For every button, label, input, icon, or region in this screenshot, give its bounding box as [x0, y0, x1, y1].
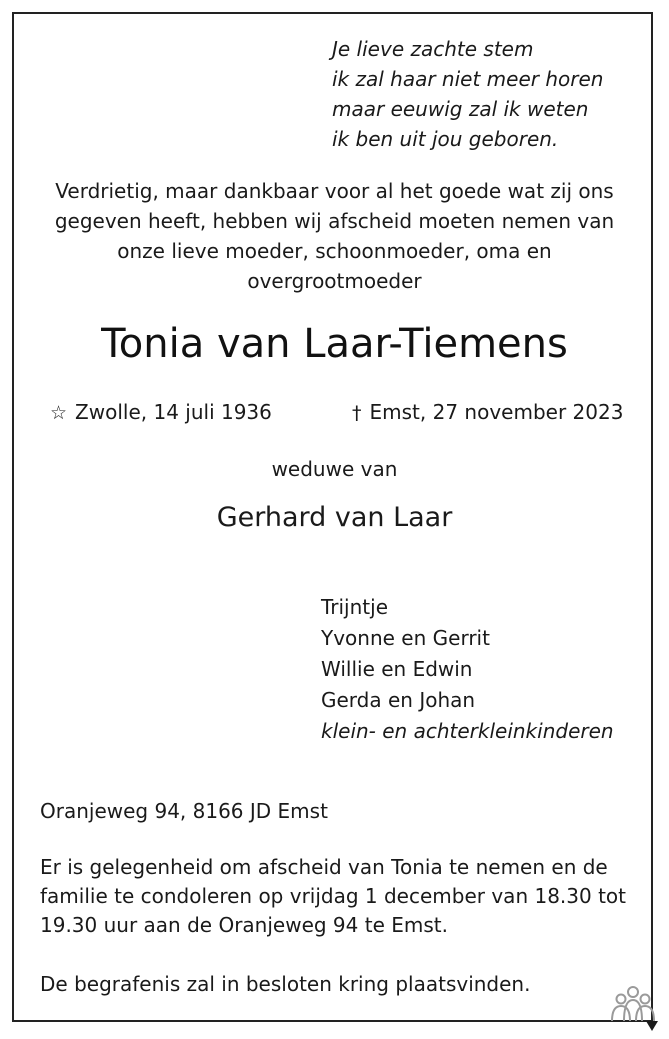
- intro-line: overgrootmoeder: [247, 269, 422, 293]
- family-member: Gerda en Johan: [321, 688, 476, 712]
- poem-line: maar eeuwig zal ik weten: [332, 97, 589, 121]
- birth-place-date: Zwolle, 14 juli 1936: [75, 400, 272, 424]
- condolence-line: Er is gelegenheid om afscheid van Tonia te nemen en de: [40, 855, 608, 879]
- grandchildren: klein- en achterkleinkinderen: [321, 719, 614, 743]
- spouse-relation: weduwe van: [271, 457, 398, 481]
- condolence-line: familie te condoleren op vrijdag 1 december van 18.30 tot: [40, 884, 627, 908]
- poem-line: Je lieve zachte stem: [332, 37, 534, 61]
- poem-line: ik zal haar niet meer horen: [332, 67, 604, 91]
- star-icon: ☆: [50, 402, 68, 424]
- triangle-down-icon: [646, 1021, 658, 1031]
- people-group-icon[interactable]: [606, 984, 662, 1034]
- family-list: [321, 592, 614, 747]
- funeral-note: De begrafenis zal in besloten kring plaatsvinden.: [40, 972, 531, 996]
- address: Oranjeweg 94, 8166 JD Emst: [40, 799, 328, 823]
- poem-line: ik ben uit jou geboren.: [332, 127, 559, 151]
- cross-icon: †: [352, 402, 362, 424]
- condolence-text: [40, 853, 626, 940]
- death-info: [352, 396, 623, 429]
- spouse-name: Gerhard van Laar: [216, 502, 453, 533]
- family-member: Trijntje: [321, 595, 388, 619]
- condolence-line: 19.30 uur aan de Oranjeweg 94 te Emst.: [40, 913, 448, 937]
- family-member: Willie en Edwin: [321, 657, 473, 681]
- family-member: Yvonne en Gerrit: [321, 626, 490, 650]
- birth-info: [50, 396, 272, 429]
- intro-text: [20, 176, 649, 296]
- intro-line: Verdrietig, maar dankbaar voor al het goede wat zij ons: [55, 179, 614, 203]
- deceased-name: Tonia van Laar-Tiemens: [101, 321, 568, 367]
- intro-line: onze lieve moeder, schoonmoeder, oma en: [117, 239, 552, 263]
- death-place-date: Emst, 27 november 2023: [369, 400, 624, 424]
- intro-line: gegeven heeft, hebben wij afscheid moeten nemen van: [54, 209, 615, 233]
- poem: [332, 34, 603, 154]
